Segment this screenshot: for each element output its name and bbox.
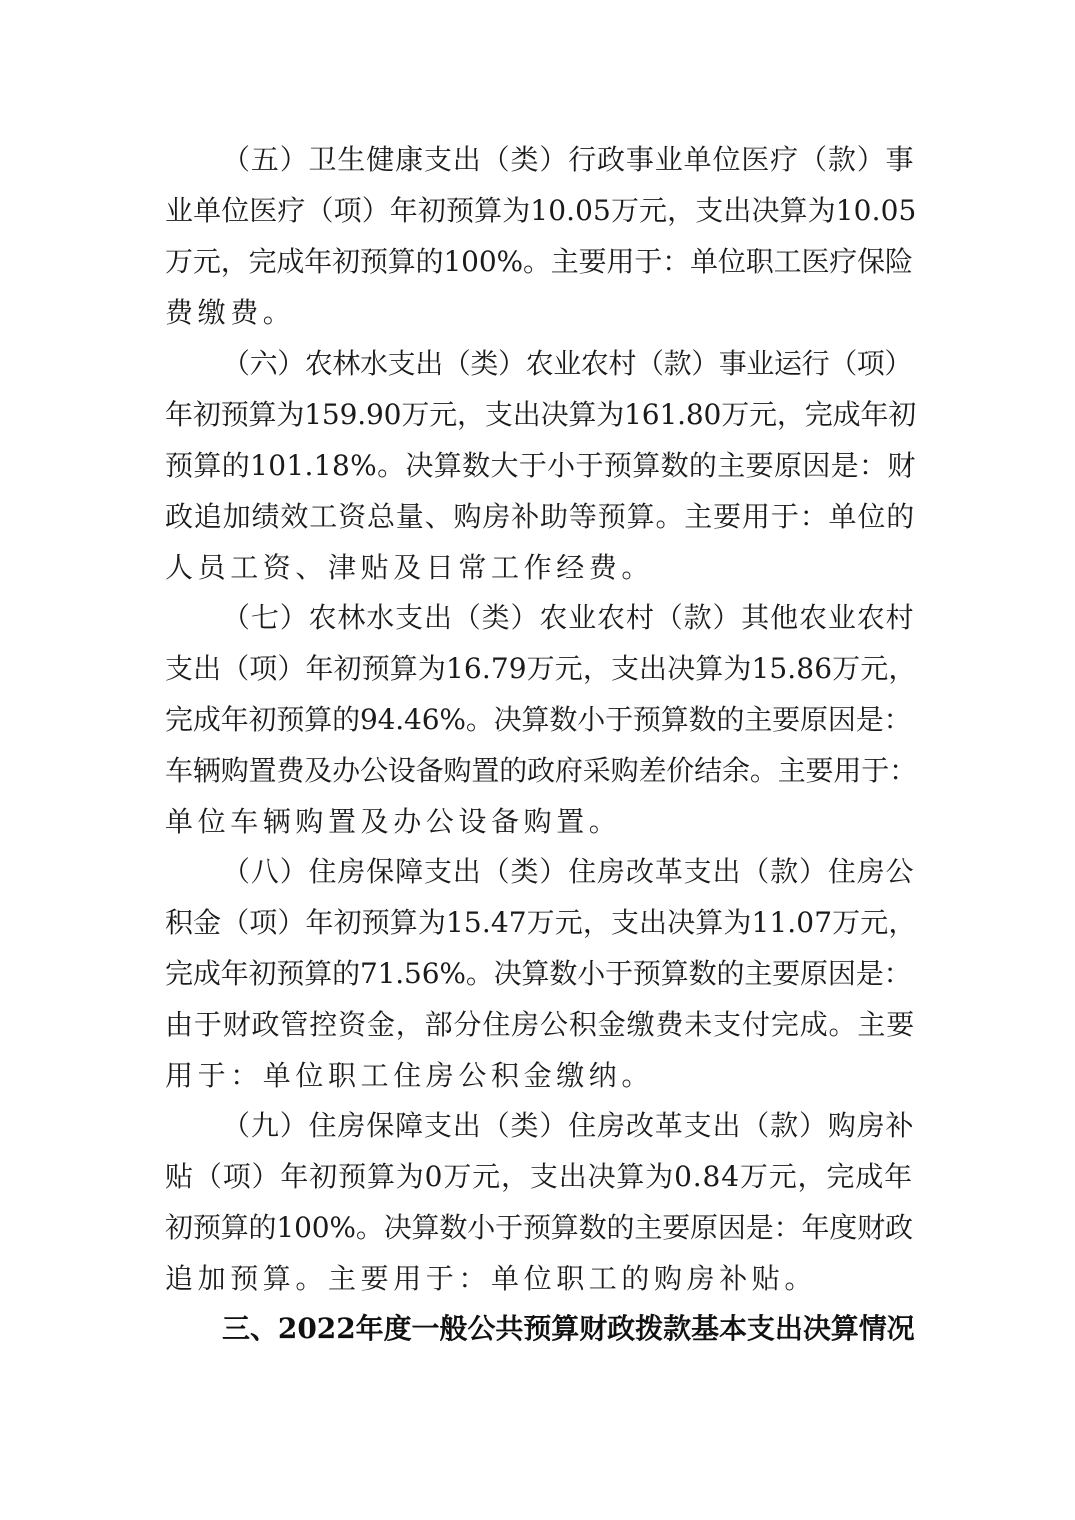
paragraph-7-line-4: 车辆购置费及办公设备购置的政府采购差价结余。主要用于：	[165, 754, 917, 787]
paragraph-5-line-2: 业单位医疗（项）年初预算为10.05万元，支出决算为10.05	[165, 194, 917, 227]
paragraph-5-line-1: （五）卫生健康支出（类）行政事业单位医疗（款）事	[222, 143, 915, 176]
paragraph-7-line-5: 单位车辆购置及办公设备购置。	[165, 805, 622, 838]
paragraph-6-line-3: 预算的101.18%。决算数大于小于预算数的主要原因是：财	[165, 449, 916, 482]
section-heading: 三、2022年度一般公共预算财政拨款基本支出决算情况	[222, 1312, 915, 1345]
paragraph-6-line-4: 政追加绩效工资总量、购房补助等预算。主要用于：单位的	[165, 500, 916, 533]
paragraph-9-line-2: 贴（项）年初预算为0万元，支出决算为0.84万元，完成年	[165, 1160, 913, 1193]
paragraph-8-line-5: 用于：单位职工住房公积金缴纳。	[165, 1059, 655, 1092]
paragraph-6-line-2: 年初预算为159.90万元，支出决算为161.80万元，完成年初	[165, 398, 917, 431]
paragraph-6-line-5: 人员工资、津贴及日常工作经费。	[165, 551, 655, 584]
paragraph-7-line-2: 支出（项）年初预算为16.79万元，支出决算为15.86万元，	[165, 652, 917, 685]
paragraph-8-line-2: 积金（项）年初预算为15.47万元，支出决算为11.07万元，	[165, 906, 917, 939]
paragraph-9-line-1: （九）住房保障支出（类）住房改革支出（款）购房补	[222, 1109, 915, 1142]
paragraph-5-line-4: 费缴费。	[165, 296, 296, 329]
paragraph-7-line-1: （七）农林水支出（类）农业农村（款）其他农业农村	[222, 601, 915, 634]
paragraph-5-line-3: 万元，完成年初预算的100%。主要用于：单位职工医疗保险	[165, 245, 913, 278]
paragraph-9-line-4: 追加预算。主要用于：单位职工的购房补贴。	[165, 1262, 818, 1295]
paragraph-8-line-3: 完成年初预算的71.56%。决算数小于预算数的主要原因是：	[165, 957, 912, 990]
paragraph-8-line-4: 由于财政管控资金，部分住房公积金缴费未支付完成。主要	[165, 1008, 916, 1041]
paragraph-9-line-3: 初预算的100%。决算数小于预算数的主要原因是：年度财政	[165, 1211, 913, 1244]
paragraph-8-line-1: （八）住房保障支出（类）住房改革支出（款）住房公	[222, 855, 915, 888]
paragraph-6-line-1: （六）农林水支出（类）农业农村（款）事业运行（项）	[222, 347, 913, 380]
paragraph-7-line-3: 完成年初预算的94.46%。决算数小于预算数的主要原因是：	[165, 703, 912, 736]
